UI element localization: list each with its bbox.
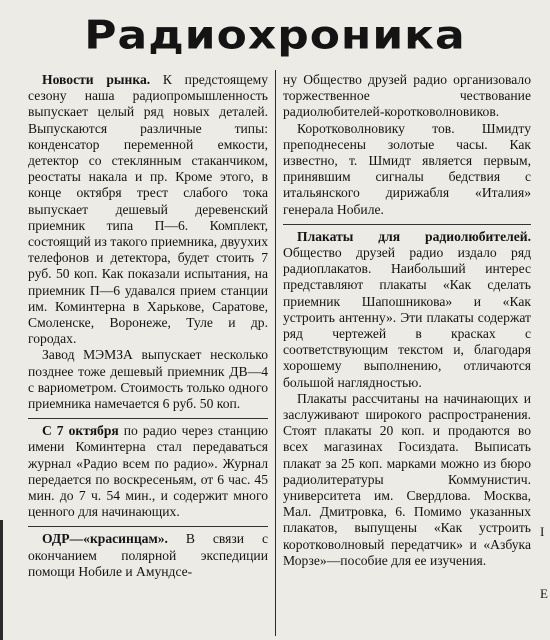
article-posters <box>283 224 531 391</box>
edge-fragment: I <box>540 524 545 539</box>
article-text: по радио через станцию имени Коминтерна стал передаваться журнал «Радио всем по радио». Журнал передается по воскресеньям, от 6 час. 45 мин. до 7 ч. 54 мин., и содержит много ценного для начинающих. <box>28 423 268 520</box>
article-radio-journal <box>28 418 268 520</box>
article-posters-pricing: Плакаты рассчитаны на начинающих и заслуживают широкого распространения. Стоят плакаты 20 коп. и продаются во всех магазинах Госиздата. Выписать плакат за 25 коп. марками можно из бюро радиолитературы Коммунистич. университета им. Свердлова. Москва, Мал. Дмитровка, 6. Помимо указанных плакатов, выпущены «Как устроить коротковолновый передатчик» и «Азбука Морзе»—пособие для ее изучения. <box>283 390 531 568</box>
article-continuation: ну Общество друзей радио организовало торжественное чествование радиолюбителей-коротковолновиков. <box>283 72 531 120</box>
article-text: В связи с окончанием полярной экспедиции помощи Нобиле и Амундсе- <box>28 531 268 579</box>
edge-fragment: E <box>540 586 548 601</box>
article-krasintsy <box>28 526 268 580</box>
column-divider <box>275 70 276 636</box>
article-heading: Плакаты для радиолюбителей. <box>297 228 531 244</box>
article-shmidt: Коротковолновику тов. Шмидту преподнесены золотые часы. Как известно, т. Шмидт является первым, принявшим сигналы бедствия с итальянского дирижабля «Италия» генерала Нобиле. <box>283 120 531 217</box>
article-heading: Новости рынка. <box>42 72 151 87</box>
article-text: Общество друзей радио издало ряд радиоплакатов. Наибольший интерес представляют плакаты «Как сделать приемник Шапошникова» и «Как устроить антенну». Эти плакаты содержат ряд чертежей в красках с соответствующим текстом и, благодаря хорошему выполнению, отличаются большой наглядностью. <box>283 245 531 390</box>
article-heading: ОДР—«красинцам». <box>42 531 168 547</box>
article-heading: С 7 октября <box>42 423 119 439</box>
article-memza: Завод МЭМЗА выпускает несколько позднее тоже дешевый приемник ДВ—4 с вариометром. Стоимость только одного приемника намечается 6 руб. 50 коп. <box>28 347 268 412</box>
page-title: Радиохроника <box>84 12 466 59</box>
right-column <box>283 72 531 569</box>
masthead <box>0 8 550 64</box>
left-edge-rule <box>0 520 3 640</box>
article-text: К предстоящему сезону наша радиопромышленность выпускает целый ряд новых деталей. Выпускаются различные типы: конденсатор переменной емкости, детектор со стеклянным стаканчиком, реостаты накала и пр. Кроме этого, в конце октября трест слабого тока выпускает дешевый деревенский приемник типа П—6. Комплект, состоящий из такого приемника, двуухих телефонов и детектора, будет стоить 7 руб. 50 коп. Как показали испытания, на приемник П—6 удавался прием станции им. Коминтерна в Харькове, Саратове, Смоленске, Воронеже, Туле и др. городах. <box>28 72 268 347</box>
article-market-news <box>28 72 268 347</box>
left-column <box>28 72 268 580</box>
